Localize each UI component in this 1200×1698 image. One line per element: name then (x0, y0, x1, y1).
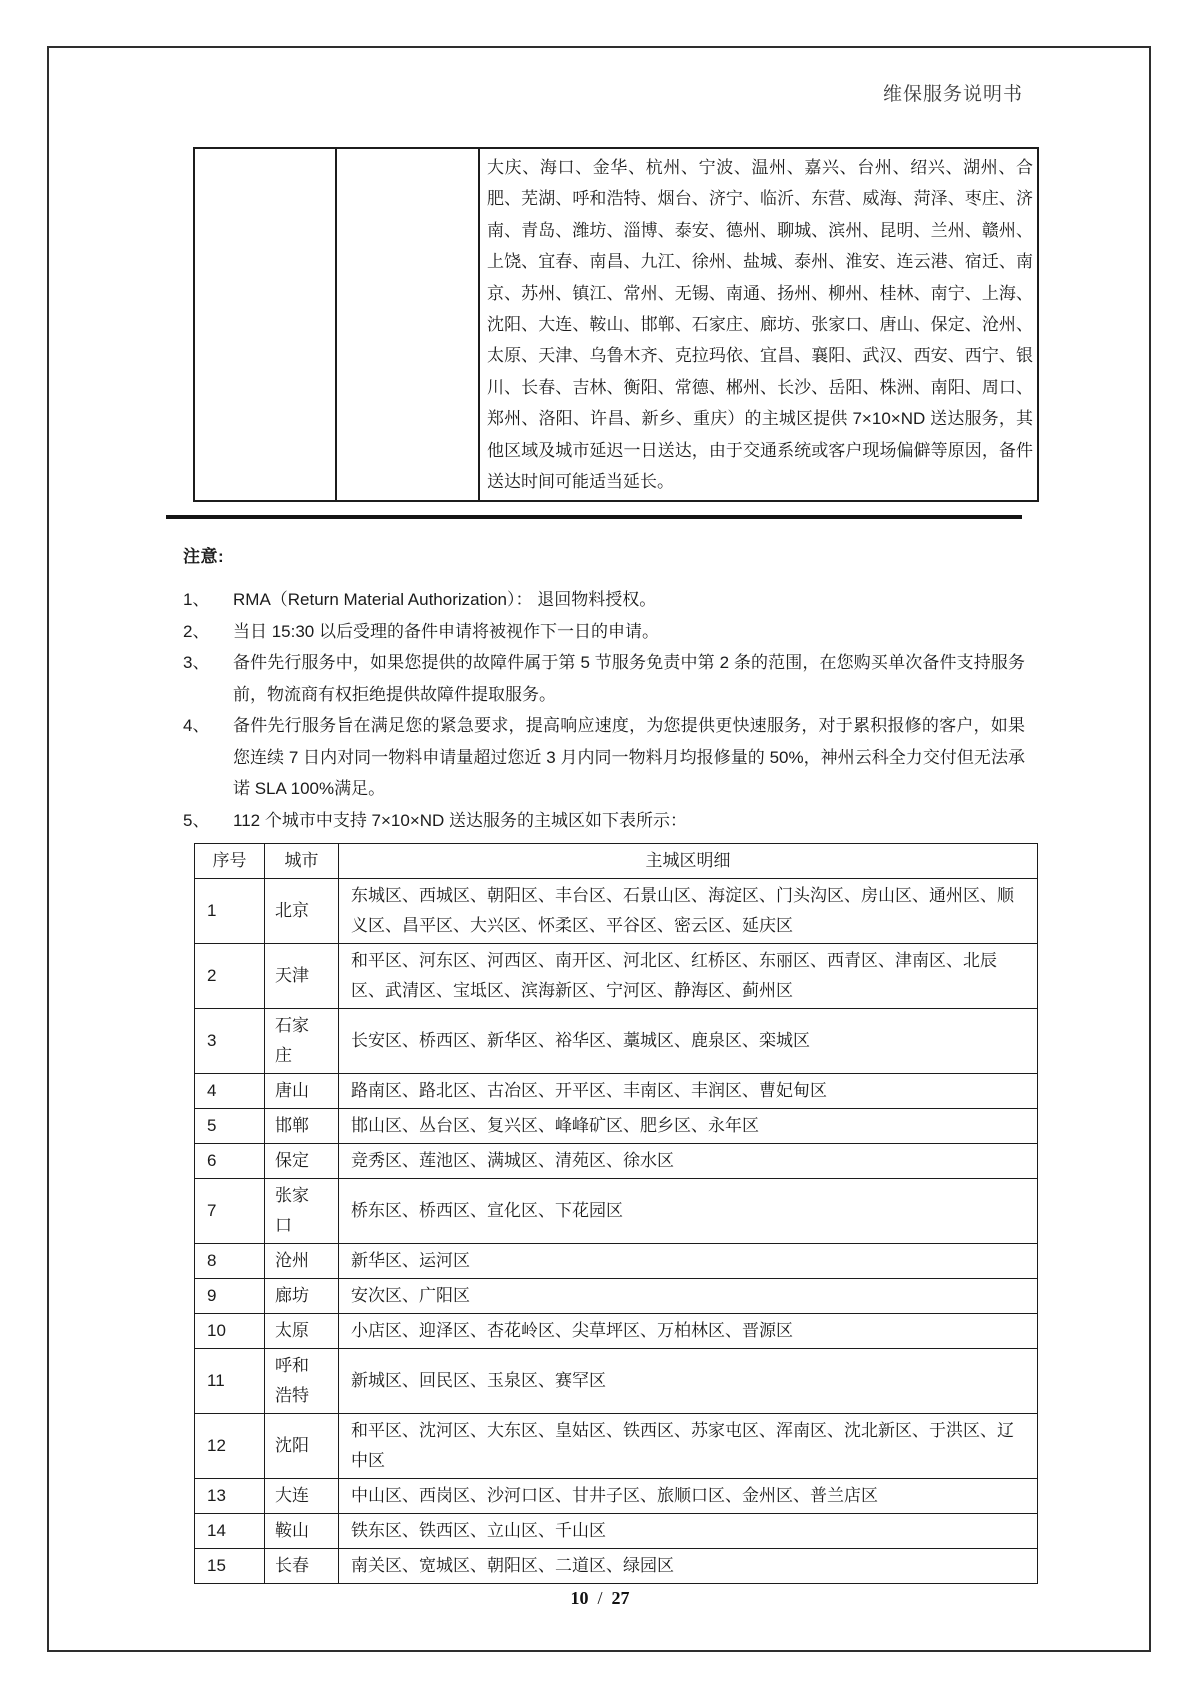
table-row (195, 1144, 1038, 1179)
cell-city: 邯郸 (265, 1109, 339, 1144)
cell-city: 鞍山 (265, 1514, 339, 1549)
table-row (195, 944, 1038, 1009)
page-number-separator: / (597, 1588, 603, 1608)
cell-city: 廊坊 (265, 1279, 339, 1314)
cell-city: 沈阳 (265, 1414, 339, 1479)
city-districts-table (194, 843, 1038, 1584)
cell-index: 11 (195, 1349, 265, 1414)
cell-districts: 竞秀区、莲池区、满城区、清苑区、徐水区 (339, 1144, 1038, 1179)
cell-city: 呼和浩特 (265, 1349, 339, 1414)
cell-districts: 和平区、沈河区、大东区、皇姑区、铁西区、苏家屯区、浑南区、沈北新区、于洪区、辽中区 (339, 1414, 1038, 1479)
cell-index: 2 (195, 944, 265, 1009)
cell-index: 1 (195, 879, 265, 944)
note-text: RMA（Return Material Authorization）： 退回物料授权。 (233, 590, 657, 609)
cell-districts: 路南区、路北区、古冶区、开平区、丰南区、丰润区、曹妃甸区 (339, 1074, 1038, 1109)
page-number-total: 27 (611, 1588, 630, 1608)
note-text: 112 个城市中支持 7×10×ND 送达服务的主城区如下表所示： (233, 810, 688, 830)
delivery-table-empty-cell-1 (194, 148, 336, 501)
table-row (195, 1179, 1038, 1244)
page-number-current: 10 (570, 1588, 589, 1608)
cell-index: 12 (195, 1414, 265, 1479)
cell-districts: 和平区、河东区、河西区、南开区、河北区、红桥区、东丽区、西青区、津南区、北辰区、武清区、宝坻区、滨海新区、宁河区、静海区、蓟州区 (339, 944, 1038, 1009)
cell-districts: 桥东区、桥西区、宣化区、下花园区 (339, 1179, 1038, 1244)
col-header-districts: 主城区明细 (339, 844, 1038, 879)
note-number: 3、 (183, 653, 210, 672)
note-text: 备件先行服务旨在满足您的紧急要求，提高响应速度，为您提供更快速服务，对于累积报修的客户，如果您连续 7 日内对同一物料申请量超过您近 3 月内同一物料月均报修量的 50%，神州云科全力交付但无法承诺 SLA 100%满足。 (233, 716, 1025, 798)
notes-section (183, 545, 1025, 836)
cell-districts: 新华区、运河区 (339, 1244, 1038, 1279)
cell-city: 唐山 (265, 1074, 339, 1109)
section-divider-line (166, 515, 1022, 519)
note-item-5 (183, 805, 1025, 837)
note-item-4 (183, 710, 1025, 805)
table-header-row (195, 844, 1038, 879)
note-text: 当日 15:30 以后受理的备件申请将被视作下一日的申请。 (233, 621, 659, 641)
cell-index: 13 (195, 1479, 265, 1514)
delivery-cities-table (193, 147, 1039, 502)
cell-city: 石家庄 (265, 1009, 339, 1074)
note-item-2 (183, 616, 1025, 648)
cell-districts: 东城区、西城区、朝阳区、丰台区、石景山区、海淀区、门头沟区、房山区、通州区、顺义区、昌平区、大兴区、怀柔区、平谷区、密云区、延庆区 (339, 879, 1038, 944)
table-row (195, 1009, 1038, 1074)
note-item-3 (183, 647, 1025, 710)
cell-city: 张家口 (265, 1179, 339, 1244)
delivery-cities-text: 大庆、海口、金华、杭州、宁波、温州、嘉兴、台州、绍兴、湖州、合肥、芜湖、呼和浩特、烟台、济宁、临沂、东营、威海、菏泽、枣庄、济南、青岛、潍坊、淄博、泰安、德州、聊城、滨州、昆明、兰州、赣州、上饶、宜春、南昌、九江、徐州、盐城、泰州、淮安、连云港、宿迁、南京、苏州、镇江、常州、无锡、南通、扬州、柳州、桂林、南宁、上海、沈阳、大连、鞍山、邯郸、石家庄、廊坊、张家口、唐山、保定、沧州、太原、天津、乌鲁木齐、克拉玛依、宜昌、襄阳、武汉、西安、西宁、银川、长春、吉林、衡阳、常德、郴州、长沙、岳阳、株洲、南阳、周口、郑州、洛阳、许昌、新乡、重庆）的主城区提供 7×10×ND 送达服务，其他区域及城市延迟一日送达，由于交通系统或客户现场偏僻等原因，备件送达时间可能适当延长。 (479, 148, 1038, 501)
cell-index: 8 (195, 1244, 265, 1279)
table-row (195, 1349, 1038, 1414)
cell-index: 3 (195, 1009, 265, 1074)
note-text: 备件先行服务中，如果您提供的故障件属于第 5 节服务免责中第 2 条的范围，在您购买单次备件支持服务前，物流商有权拒绝提供故障件提取服务。 (233, 653, 1025, 704)
cell-districts: 中山区、西岗区、沙河口区、甘井子区、旅顺口区、金州区、普兰店区 (339, 1479, 1038, 1514)
cell-city: 大连 (265, 1479, 339, 1514)
table-row (195, 1109, 1038, 1144)
cell-index: 4 (195, 1074, 265, 1109)
cell-city: 保定 (265, 1144, 339, 1179)
delivery-table-empty-cell-2 (336, 148, 479, 501)
table-row (194, 148, 1038, 501)
note-number: 2、 (183, 621, 210, 641)
page-footer (0, 1588, 1200, 1609)
cell-districts: 小店区、迎泽区、杏花岭区、尖草坪区、万柏林区、晋源区 (339, 1314, 1038, 1349)
cell-index: 6 (195, 1144, 265, 1179)
cell-city: 沧州 (265, 1244, 339, 1279)
cell-districts: 新城区、回民区、玉泉区、赛罕区 (339, 1349, 1038, 1414)
cell-city: 长春 (265, 1549, 339, 1584)
note-number: 4、 (183, 716, 210, 735)
cell-index: 9 (195, 1279, 265, 1314)
table-row (195, 1314, 1038, 1349)
note-item-1 (183, 584, 1025, 616)
table-row (195, 1479, 1038, 1514)
cell-districts: 南关区、宽城区、朝阳区、二道区、绿园区 (339, 1549, 1038, 1584)
cell-districts: 邯山区、丛台区、复兴区、峰峰矿区、肥乡区、永年区 (339, 1109, 1038, 1144)
table-row (195, 1244, 1038, 1279)
cell-index: 15 (195, 1549, 265, 1584)
cell-districts: 长安区、桥西区、新华区、裕华区、藁城区、鹿泉区、栾城区 (339, 1009, 1038, 1074)
note-number: 1、 (183, 590, 210, 609)
col-header-index: 序号 (195, 844, 265, 879)
cell-districts: 铁东区、铁西区、立山区、千山区 (339, 1514, 1038, 1549)
table-row (195, 1414, 1038, 1479)
notes-heading: 注意: (183, 547, 225, 566)
cell-districts: 安次区、广阳区 (339, 1279, 1038, 1314)
note-number: 5、 (183, 810, 210, 830)
table-row (195, 879, 1038, 944)
table-row (195, 1514, 1038, 1549)
table-row (195, 1074, 1038, 1109)
cell-city: 天津 (265, 944, 339, 1009)
cell-city: 太原 (265, 1314, 339, 1349)
cell-city: 北京 (265, 879, 339, 944)
cell-index: 10 (195, 1314, 265, 1349)
cell-index: 5 (195, 1109, 265, 1144)
document-header-title: 维保服务说明书 (882, 84, 1023, 105)
col-header-city: 城市 (265, 844, 339, 879)
cell-index: 7 (195, 1179, 265, 1244)
table-row (195, 1279, 1038, 1314)
table-row (195, 1549, 1038, 1584)
cell-index: 14 (195, 1514, 265, 1549)
